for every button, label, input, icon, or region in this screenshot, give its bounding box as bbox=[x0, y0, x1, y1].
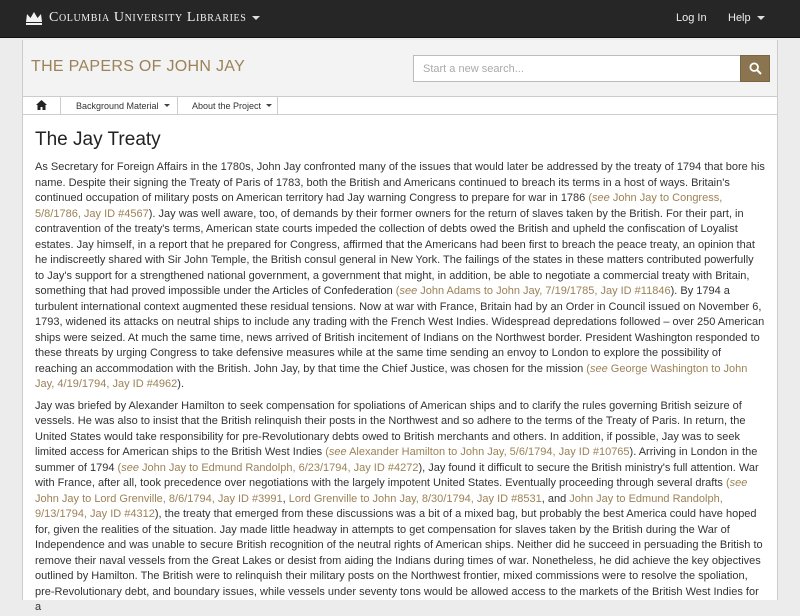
document-reference-link[interactable]: (see John Adams to John Jay, 7/19/1785, Jay ID #11846 bbox=[395, 285, 671, 297]
reference-text: Alexander Hamilton to John Jay, 5/6/1794, Jay ID #10765 bbox=[346, 446, 630, 458]
document-reference-link[interactable] bbox=[289, 493, 542, 505]
see-label: see bbox=[121, 461, 139, 474]
main-content bbox=[22, 115, 778, 613]
text-run: ). By 1794 a turbulent international context augmented these residual tensions. Now at war with France, Britain had by an Order in Council issued on November 6, 1793, widened its attacks on neutral ships to include any trading with the French West Indies. Widespread depredations followed – over 250 American ships were seized. At much the same time, news arrived of British incitement of Indians on the Northwest border. President Washington responded to these threats by urging Congress to take defensive measures while at the same time sending an envoy to London to explore the possibility of reaching an accommodation with the British. John Jay, by that time the Chief Justice, was chosen for the mission bbox=[35, 285, 765, 375]
page-title: The Jay Treaty bbox=[35, 129, 161, 150]
text-run: ), the treaty that emerged from these discussions was a bit of a mixed bag, but probably the best America could have hoped for, given the realities of the situation. Jay made little headway in attempts to get compensation for slaves taken by the British during the War of Independence and was unable to secure British recognition of the neutral rights of American ships. Neither did he succeed in persuading the British to remove their naval vessels from the Great Lakes or desist from aiding the Indians during times of war. Nonetheless, he did achieve the key objectives outlined by Hamilton. The British were to relinquish their military posts on the Northwest frontier, mixed commissions were to resolve the spoliation, pre-Revolutionary debt, and boundary issues, while vessels under seventy tons would be allowed access to the markets of the British West Indies for a bbox=[35, 508, 763, 613]
see-label: see bbox=[592, 192, 610, 204]
reference-text: Lord Grenville to John Jay, 8/30/1794, Jay ID #8531 bbox=[288, 492, 542, 505]
brand-menu[interactable] bbox=[25, 10, 260, 26]
chevron-down-icon bbox=[266, 104, 272, 107]
text-run: Jay was briefed by Alexander Hamilton to seek compensation for spoliations of American ships and to clarify the rules governing British seizure of vessels. He was also to insist that the British relinquish their posts in the Northwest and so adhere to the terms of the Treaty of Paris. In return, the United States would take responsibility for pre-Revolutionary debts owed to British merchants and others. In addition, if possible, Jay was to seek limited access for American ships to the British West Indies bbox=[35, 399, 746, 458]
help-label: Help bbox=[728, 12, 751, 24]
brand-label: Columbia University Libraries bbox=[49, 10, 247, 25]
search-icon bbox=[749, 62, 762, 75]
text-run: ). Jay was well aware, too, of demands by their former owners for the return of slaves taken by the British. For their part, in contravention of the treaty's terms, American state courts impeded the collection of debts owed the British and upheld the confiscation of Loyalist estates. Jay himself, in a report that he prepared for Congress, affirmed that the Americans had been first to breach the peace treaty, an opinion that he indiscreetly shared with Sir John Temple, the British consul general in New York. The failings of the states in these matters contributed powerfully to Jay's support for a strengthened national government, a government that might, in addition, be able to negotiate a commercial treaty with Britain, something that had proved impossible under the Articles of Confederation bbox=[35, 207, 755, 297]
search-button[interactable] bbox=[740, 55, 770, 82]
chevron-down-icon bbox=[252, 16, 260, 20]
chevron-down-icon bbox=[757, 16, 765, 20]
see-label: see bbox=[399, 285, 418, 297]
reference-text: George Washington to John Jay, 4/19/1794, Jay ID #4962 bbox=[35, 362, 748, 390]
text-run: , and bbox=[541, 492, 570, 505]
home-icon bbox=[36, 100, 47, 110]
top-navbar bbox=[0, 0, 800, 38]
reference-text: John Jay to Edmund Randolph, 9/13/1794, Jay ID #4312 bbox=[35, 492, 723, 520]
reference-text: John Jay to Congress, 5/8/1786, Jay ID #4567 bbox=[35, 192, 723, 220]
article-paragraph bbox=[35, 160, 765, 393]
site-title[interactable]: THE PAPERS OF JOHN JAY bbox=[31, 58, 246, 75]
document-reference-link[interactable]: (see John Jay to Edmund Randolph, 6/23/1794, Jay ID #4272 bbox=[117, 461, 419, 474]
text-run: ). bbox=[177, 378, 185, 390]
text-run: , bbox=[282, 492, 289, 505]
home-button[interactable] bbox=[23, 97, 61, 114]
document-reference-link[interactable]: (see Alexander Hamilton to John Jay, 5/6/1794, Jay ID #10765 bbox=[325, 446, 630, 458]
reference-text: John Jay to Edmund Randolph, 6/23/1794, Jay ID #4272 bbox=[138, 461, 419, 474]
text-run: ), Jay found it difficult to secure the British ministry's full attention. War with France, after all, took precedence over negotiations with the largely impotent United States. Eventually proceeding through several drafts bbox=[35, 461, 759, 489]
nav-about-the-project[interactable] bbox=[178, 97, 278, 114]
nav-item-label: About the Project bbox=[192, 100, 262, 111]
search-input[interactable] bbox=[413, 55, 741, 82]
see-label: see bbox=[729, 477, 748, 489]
reference-text: John Jay to Lord Grenville, 8/6/1794, Jay ID #3991 bbox=[35, 492, 283, 505]
text-run: As Secretary for Foreign Affairs in the 1780s, John Jay confronted many of the issues that would later be addressed by the treaty of 1794 that bore his name. Despite their signing the Treaty of Paris of 1783, both the British and Americans continued to breach its terms in a host of ways. Britain's continued occupation of military posts on American territory had Jay warning Congress to prepare for war in 1786 bbox=[35, 161, 765, 204]
document-reference-link[interactable]: (see George Washington to John Jay, 4/19/1794, Jay ID #4962 bbox=[35, 362, 748, 390]
text-run: ). Arriving in London in the summer of 1794 bbox=[35, 446, 758, 474]
document-reference-link[interactable]: (see John Jay to Congress, 5/8/1786, Jay ID #4567 bbox=[35, 192, 723, 220]
crown-icon bbox=[25, 11, 43, 25]
article-paragraph bbox=[35, 399, 765, 616]
see-label: see bbox=[328, 446, 347, 458]
secondary-nav bbox=[22, 96, 778, 115]
login-link[interactable]: Log In bbox=[676, 12, 707, 24]
reference-text: John Adams to John Jay, 7/19/1785, Jay ID #11846 bbox=[417, 285, 671, 297]
help-menu[interactable] bbox=[728, 12, 765, 24]
site-header bbox=[22, 40, 778, 96]
nav-background-material[interactable] bbox=[62, 97, 178, 114]
chevron-down-icon bbox=[164, 104, 170, 107]
nav-item-label: Background Material bbox=[76, 100, 159, 111]
see-label: see bbox=[589, 362, 608, 375]
document-reference-link[interactable]: (see John Jay to Lord Grenville, 8/6/1794, Jay ID #3991 bbox=[35, 477, 748, 505]
